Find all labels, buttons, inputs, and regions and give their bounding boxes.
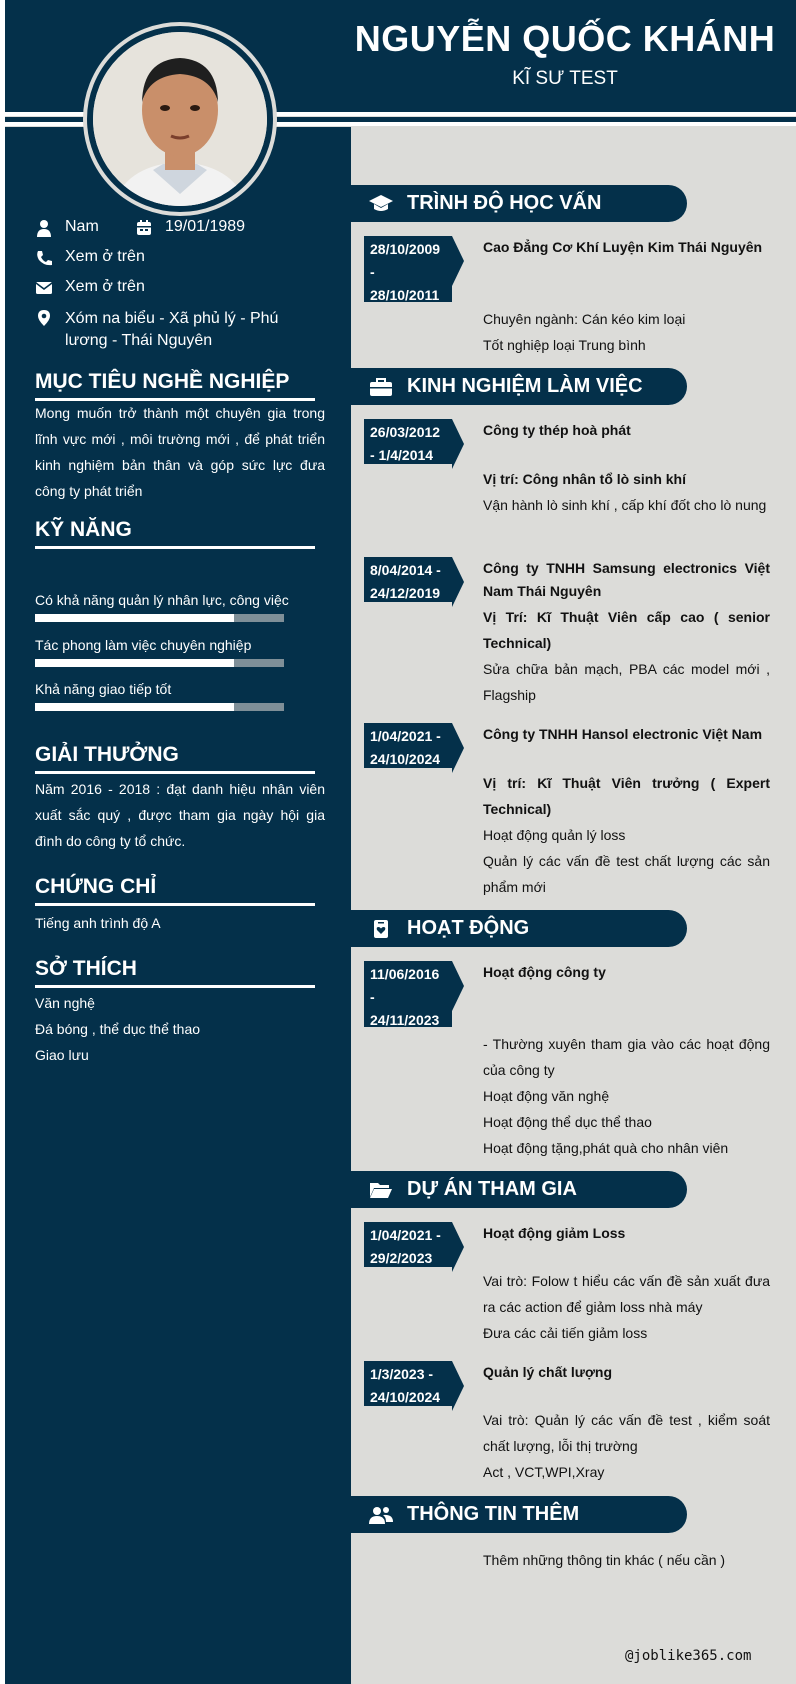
gender-row <box>35 218 99 237</box>
project-line: Đưa các cải tiến giảm loss <box>483 1325 648 1341</box>
experience-title: KINH NGHIỆM LÀM VIỆC <box>407 375 643 397</box>
skill-bar-fill <box>35 703 234 711</box>
email-value: Xem ở trên <box>65 278 145 295</box>
experience-line: Sửa chữa bản mạch, PBA các model mới , Flagship <box>483 661 770 703</box>
certificates-text: Tiếng anh trình độ A <box>35 915 161 931</box>
person-icon <box>35 219 53 237</box>
objective-text: Mong muốn trở thành một chuyên gia trong lĩnh vực mới , môi trường mới , để phát triển kinh nghiệm bản thân và góp sức lực đưa công ty phát triển <box>35 405 325 499</box>
additional-header <box>351 1496 687 1533</box>
education-header <box>351 185 687 222</box>
activities-header <box>351 910 687 947</box>
dob-value: 19/01/1989 <box>165 218 246 235</box>
watermark: @joblike365.com <box>625 1648 752 1664</box>
location-pin-icon <box>35 309 53 327</box>
activities-title: HOẠT ĐỘNG <box>407 917 530 939</box>
activity-date: 11/06/2016 - 24/11/2023 <box>364 961 452 1027</box>
experience-line: Hoạt động quản lý loss <box>483 827 626 843</box>
education-school: Cao Đẳng Cơ Khí Luyện Kim Thái Nguyên <box>483 239 763 255</box>
experience-company: Công ty TNHH Hansol electronic Việt Nam <box>483 726 763 742</box>
hobbies-title: SỞ THÍCH <box>35 957 315 988</box>
cv-page <box>5 0 796 1684</box>
phone-value: Xem ở trên <box>65 248 145 265</box>
project-line: Vai trò: Folow t hiểu các vấn đề sản xuất đưa ra các action để giảm loss nhà máy <box>483 1273 770 1315</box>
folder-open-icon <box>369 1180 393 1200</box>
experience-line: Vận hành lò sinh khí , cấp khí đốt cho lò nung <box>483 497 767 513</box>
additional-text: Thêm những thông tin khác ( nếu cần ) <box>483 1552 726 1568</box>
education-date: 28/10/2009 - 28/10/2011 <box>364 236 452 302</box>
candidate-name: NGUYỄN QUỐC KHÁNH <box>354 18 776 59</box>
phone-icon <box>35 249 53 267</box>
activity-name: Hoạt động công ty <box>483 964 606 980</box>
activity-line: Hoạt động văn nghệ <box>483 1088 610 1104</box>
experience-date: 8/04/2014 - 24/12/2019 <box>364 557 452 602</box>
experience-company: Công ty thép hoà phát <box>483 422 631 438</box>
project-date: 1/04/2021 - 29/2/2023 <box>364 1222 452 1267</box>
skill-label-1: Có khả năng quản lý nhân lực, công việc <box>35 592 289 608</box>
skill-label-3: Khả năng giao tiếp tốt <box>35 681 172 697</box>
skill-bar-1 <box>35 614 284 622</box>
graduation-cap-icon <box>369 194 393 214</box>
hobby-item: Văn nghệ <box>35 995 95 1011</box>
additional-title: THÔNG TIN THÊM <box>407 1503 580 1525</box>
project-date: 1/3/2023 - 24/10/2024 <box>364 1361 452 1406</box>
projects-title: DỰ ÁN THAM GIA <box>407 1178 577 1200</box>
experience-date: 1/04/2021 - 24/10/2024 <box>364 723 452 768</box>
email-row <box>35 278 145 297</box>
skills-title: KỸ NĂNG <box>35 518 315 549</box>
experience-position: Vị trí: Kĩ Thuật Viên trưởng ( Expert Technical) <box>483 775 770 817</box>
experience-line: Quản lý các vấn đề test chất lượng các sản phẩm mới <box>483 853 770 895</box>
project-line: Vai trò: Quản lý các vấn đề test , kiểm soát chất lượng, lỗi thị trường <box>483 1412 770 1454</box>
badge-heart-icon <box>369 919 393 939</box>
users-icon <box>369 1505 393 1525</box>
activity-line: - Thường xuyên tham gia vào các hoạt động của công ty <box>483 1036 770 1078</box>
skill-bar-2 <box>35 659 284 667</box>
experience-header <box>351 368 687 405</box>
candidate-role: KĨ SƯ TEST <box>512 68 618 89</box>
avatar <box>93 32 267 206</box>
project-name: Hoạt động giảm Loss <box>483 1225 626 1241</box>
awards-text: Năm 2016 - 2018 : đạt danh hiệu nhân viên xuất sắc quý , được tham gia ngày hội gia đình do công ty tổ chức. <box>35 781 325 849</box>
dob-row <box>135 218 245 237</box>
skill-bar-fill <box>35 614 234 622</box>
skill-bar-fill <box>35 659 234 667</box>
certificates-title: CHỨNG CHỈ <box>35 875 315 906</box>
education-title: TRÌNH ĐỘ HỌC VẤN <box>407 192 602 214</box>
briefcase-icon <box>369 377 393 397</box>
objective-title: MỤC TIÊU NGHỀ NGHIỆP <box>35 370 315 401</box>
envelope-icon <box>35 279 53 297</box>
skill-bar-3 <box>35 703 284 711</box>
phone-row <box>35 248 145 267</box>
activity-line: Hoạt động tặng,phát quà cho nhân viên <box>483 1140 729 1156</box>
hobby-item: Giao lưu <box>35 1047 89 1063</box>
address-value: Xóm na biểu - Xã phủ lý - Phú lương - Thái Nguyên <box>65 310 279 349</box>
project-line: Act , VCT,WPI,Xray <box>483 1464 605 1480</box>
experience-company: Công ty TNHH Samsung electronics Việt Nam Thái Nguyên <box>483 560 770 599</box>
project-name: Quản lý chất lượng <box>483 1364 612 1380</box>
skill-label-2: Tác phong làm việc chuyên nghiệp <box>35 637 252 653</box>
address-row <box>35 308 325 352</box>
hobby-item: Đá bóng , thể dục thể thao <box>35 1021 201 1037</box>
experience-position: Vị trí: Công nhân tổ lò sinh khí <box>483 471 686 487</box>
education-line: Chuyên ngành: Cán kéo kim loại <box>483 311 686 327</box>
activity-line: Hoạt động thể dục thể thao <box>483 1114 652 1130</box>
education-line: Tốt nghiệp loại Trung bình <box>483 337 646 353</box>
projects-header <box>351 1171 687 1208</box>
awards-title: GIẢI THƯỞNG <box>35 743 315 774</box>
experience-date: 26/03/2012 - 1/4/2014 <box>364 419 452 464</box>
calendar-icon <box>135 219 153 237</box>
experience-position: Vị Trí: Kĩ Thuật Viên cấp cao ( senior Technical) <box>483 609 770 651</box>
gender-value: Nam <box>65 218 99 235</box>
